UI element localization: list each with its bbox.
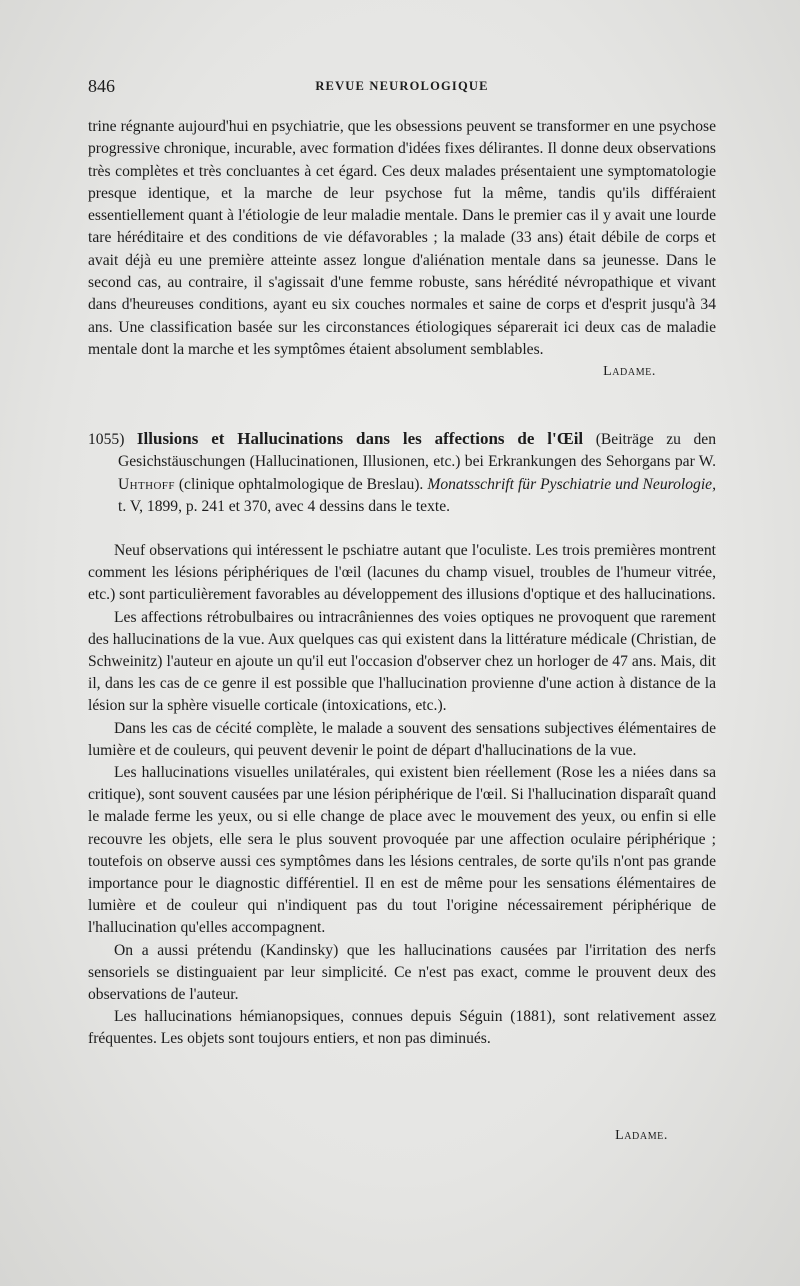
entry-author: Uhthoff <box>118 475 175 493</box>
entry-number: 1055) <box>88 431 125 448</box>
summary-paragraph: Dans les cas de cécité complète, le malade a souvent des sensations subjectives élémentaires de lumière et de couleurs, qui peuvent devenir le point de départ d'hallucinations de la vue. <box>88 719 716 759</box>
summary-paragraph: Les affections rétrobulbaires ou intracrâniennes des voies optiques ne provoquent que rarement des hallucinations de la vue. Aux quelques cas qui existent dans la littérature médicale (Christian, de Schweinitz) l'auteur en ajoute un qu'il eut l'occasion d'observer chez un horloger de 47 ans. Mais, dit il, dans les cas de ce genre il est possible que l'hallucination provienne d'une action à distance de la lésion sur la sphère visuelle corticale (intoxications, etc.). <box>88 608 716 715</box>
summary-signature-row <box>88 1126 716 1144</box>
running-title: REVUE NEUROLOGIQUE <box>315 79 489 93</box>
review-entry <box>88 428 716 518</box>
continuation-text: trine régnante aujourd'hui en psychiatrie, que les obsessions peuvent se transformer en une psychose progressive chronique, incurable, avec formation d'idées fixes délirantes. Il donne deux observations très complètes et très concluantes à cet égard. Ces deux malades présentaient une symptomatologie presque identique, et la marche de leur psychose fut la même, tandis qu'ils différaient essentiellement quant à l'étiologie de leur maladie mentale. Dans le premier cas il y avait une lourde tare héréditaire et des conditions de vie défavorables ; la malade (33 ans) était débile de corps et avait déjà eu une première atteinte assez longue d'aliénation mentale dans sa jeunesse. Dans le second cas, au contraire, il s'agissait d'une femme robuste, sans hérédité névropathique et vivant dans d'heureuses conditions, ayant eu six couches normales et saine de corps et d'esprit jusqu'à 34 ans. Une classification basée sur les circonstances étiologiques séparerait ici deux cas de maladie mentale dont la marche et les symptômes étaient absolument semblables. <box>88 118 716 358</box>
summary-paragraph: Neuf observations qui intéressent le pschiatre autant que l'oculiste. Les trois premières montrent comment les lésions périphériques de l'œil (lacunes du champ visuel, troubles de l'humeur vitrée, etc.) sont particulièrement favorables au développement des illusions d'optique et des hallucinations. <box>88 542 716 604</box>
entry-affiliation: (clinique ophtalmologique de Breslau). <box>178 475 424 493</box>
entry-reference: (Beiträge zu den Gesichstäuschungen (Hallucinationen, Illusionen, etc.) bei Erkrankungen des Sehorgans par W. <box>118 431 716 471</box>
summary-paragraph: On a aussi prétendu (Kandinsky) que les hallucinations causées par l'irritation des nerfs sensoriels se distinguaient par leur simplicité. Ce n'est pas exact, comme le prouvent deux des observations de l'auteur. <box>88 941 716 1004</box>
entry-journal: Monatsschrift für Pyschiatrie und Neurologie, <box>427 475 716 493</box>
entry-title: Illusions et Hallucinations dans les affections de l'Œil <box>136 429 584 448</box>
summary-signature: Ladame. <box>615 1128 668 1143</box>
entry-citation: t. V, 1899, p. 241 et 370, avec 4 dessins dans le texte. <box>118 497 451 515</box>
page-header <box>88 76 716 100</box>
summary-paragraph: Les hallucinations visuelles unilatérales, qui existent bien réellement (Rose les a niées dans sa critique), sont souvent causées par une lésion périphérique de l'œil. Si l'hallucination disparaît quand le malade ferme les yeux, ou si elle change de place avec le mouvement des yeux, ou enfin si elle recouvre les objets, elle sera le plus souvent provoquée par une affection oculaire périphérique ; toutefois on observe aussi ces symptômes dans les lésions centrales, de sorte qu'ils n'ont pas grande importance pour le diagnostic différentiel. Il en est de même pour les sensations élémentaires de lumière et de couleur qui n'indiquent pas du tout l'origine nécessairement périphérique de l'hallucination qu'elles accompagnent. <box>88 764 716 937</box>
summary-paragraph: Les hallucinations hémianopsiques, connues depuis Séguin (1881), sont relativement assez fréquentes. Les objets sont toujours entiers, et non pas diminués. <box>88 1008 716 1048</box>
entry-summary <box>88 540 716 1051</box>
entry-heading <box>88 428 716 518</box>
continuation-paragraph <box>88 116 716 384</box>
page-number: 846 <box>88 76 115 96</box>
reviewer-signature: Ladame. <box>603 364 656 380</box>
